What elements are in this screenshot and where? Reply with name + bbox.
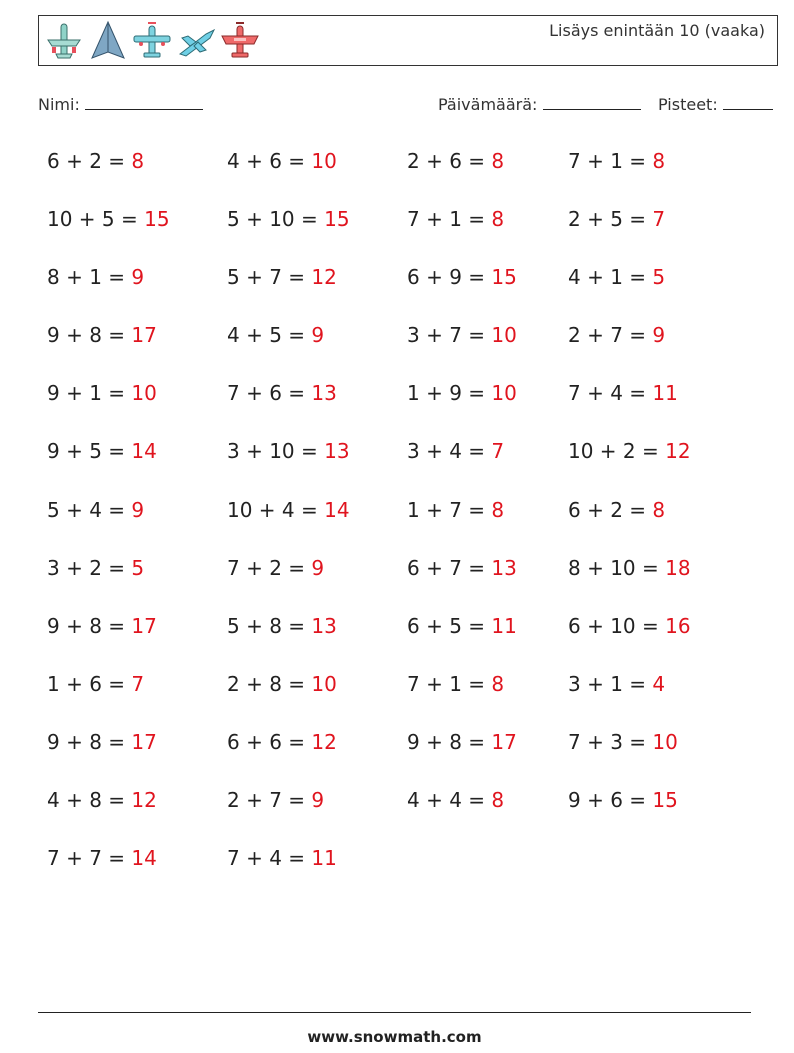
problem-cell	[227, 377, 407, 435]
problem-cell	[568, 319, 748, 377]
problem-answer: 13	[324, 439, 350, 464]
problem-question: 3 + 4 =	[407, 439, 492, 464]
problem-question: 2 + 7 =	[568, 323, 653, 348]
problem-answer: 11	[491, 613, 517, 638]
problem-cell	[407, 494, 568, 552]
problem-cell	[227, 784, 407, 842]
problem-answer: 5	[652, 265, 666, 290]
propeller-plane-icon	[132, 20, 172, 62]
problem-answer: 12	[311, 729, 337, 754]
problem-answer: 14	[324, 497, 350, 522]
red-propeller-plane-icon	[220, 20, 260, 62]
problem-question: 7 + 1 =	[568, 149, 653, 173]
name-label: Nimi:	[38, 95, 80, 114]
problem-cell	[407, 261, 568, 319]
problem-cell	[407, 377, 568, 435]
problem-answer: 11	[311, 846, 337, 871]
problem-cell	[47, 319, 227, 377]
problem-answer: 8	[491, 497, 505, 522]
problem-answer: 10	[311, 671, 337, 696]
problem-cell	[227, 610, 407, 668]
problem-question: 3 + 1 =	[568, 671, 653, 696]
problem-cell	[407, 552, 568, 610]
problem-question: 5 + 10 =	[227, 207, 325, 232]
problem-question: 7 + 7 =	[47, 846, 132, 871]
problem-answer: 9	[311, 788, 325, 813]
problem-question: 6 + 6 =	[227, 729, 312, 754]
problem-cell	[568, 377, 748, 435]
name-field	[38, 93, 203, 114]
problem-cell	[568, 784, 748, 842]
problem-cell	[47, 784, 227, 842]
problem-cell	[47, 552, 227, 610]
problem-cell	[568, 435, 748, 493]
problem-question: 3 + 2 =	[47, 555, 132, 580]
problem-answer: 4	[652, 671, 666, 696]
problem-answer: 13	[311, 613, 337, 638]
problem-cell	[227, 726, 407, 784]
problem-question: 5 + 7 =	[227, 265, 312, 290]
problem-answer: 14	[131, 846, 157, 871]
problem-question: 7 + 1 =	[407, 671, 492, 696]
problem-cell	[568, 668, 748, 726]
problem-cell	[568, 610, 748, 668]
problem-question: 10 + 4 =	[227, 497, 325, 522]
problem-question: 9 + 8 =	[47, 323, 132, 348]
problem-answer: 8	[491, 788, 505, 813]
problem-answer: 13	[311, 381, 337, 406]
problem-cell	[227, 435, 407, 493]
problem-answer: 7	[131, 671, 145, 696]
score-field	[658, 93, 773, 114]
problem-question: 2 + 8 =	[227, 671, 312, 696]
problem-answer: 16	[665, 613, 691, 638]
problem-cell	[47, 610, 227, 668]
problem-cell	[568, 494, 748, 552]
worksheet-header	[38, 15, 778, 66]
problem-cell	[407, 319, 568, 377]
problem-answer: 8	[652, 497, 666, 522]
problem-question: 8 + 10 =	[568, 555, 666, 580]
problem-question: 5 + 4 =	[47, 497, 132, 522]
problem-cell	[568, 203, 748, 261]
problem-answer: 18	[665, 555, 691, 580]
problem-answer: 17	[491, 729, 517, 754]
problem-answer: 9	[652, 323, 666, 348]
stealth-jet-icon	[88, 20, 128, 62]
problem-cell	[47, 494, 227, 552]
problem-question: 7 + 3 =	[568, 729, 653, 754]
problem-answer: 10	[652, 729, 678, 754]
problem-cell	[568, 726, 748, 784]
problem-question: 1 + 6 =	[47, 671, 132, 696]
problem-answer: 10	[131, 381, 157, 406]
problem-cell	[407, 668, 568, 726]
problem-answer: 8	[491, 671, 505, 696]
problem-question: 5 + 8 =	[227, 613, 312, 638]
problem-cell	[407, 726, 568, 784]
problem-cell	[227, 203, 407, 261]
problem-question: 4 + 4 =	[407, 788, 492, 813]
problem-answer: 15	[652, 788, 678, 813]
date-field	[438, 93, 641, 114]
problem-cell	[568, 552, 748, 610]
problem-answer: 10	[311, 149, 337, 173]
problem-answer: 10	[491, 323, 517, 348]
problem-cell	[227, 145, 407, 203]
problem-grid	[47, 145, 748, 900]
problem-question: 9 + 1 =	[47, 381, 132, 406]
problem-answer: 15	[324, 207, 350, 232]
problem-question: 2 + 6 =	[407, 149, 492, 173]
problem-answer: 8	[491, 149, 505, 173]
problem-answer: 11	[652, 381, 678, 406]
problem-answer: 8	[131, 149, 145, 173]
problem-cell	[407, 435, 568, 493]
footer-divider	[38, 1012, 751, 1013]
problem-question: 4 + 6 =	[227, 149, 312, 173]
problem-question: 3 + 7 =	[407, 323, 492, 348]
problem-answer: 9	[311, 323, 325, 348]
problem-cell	[407, 203, 568, 261]
footer-url: www.snowmath.com	[307, 1028, 482, 1046]
problem-question: 10 + 2 =	[568, 439, 666, 464]
problem-answer: 7	[491, 439, 505, 464]
problem-cell	[47, 668, 227, 726]
problem-question: 6 + 7 =	[407, 555, 492, 580]
problem-answer: 14	[131, 439, 157, 464]
problem-answer: 12	[311, 265, 337, 290]
problem-cell	[227, 261, 407, 319]
problem-cell	[47, 203, 227, 261]
problem-answer: 9	[131, 265, 145, 290]
problem-cell	[47, 261, 227, 319]
problem-question: 6 + 2 =	[568, 497, 653, 522]
glider-plane-icon	[176, 20, 216, 62]
problem-answer: 5	[131, 555, 145, 580]
problem-cell	[568, 145, 748, 203]
problem-cell	[227, 842, 407, 900]
problem-cell	[47, 842, 227, 900]
jet-plane-icon	[44, 20, 84, 62]
problem-cell	[227, 552, 407, 610]
problem-question: 4 + 8 =	[47, 788, 132, 813]
problem-answer: 12	[131, 788, 157, 813]
problem-question: 1 + 9 =	[407, 381, 492, 406]
problem-cell	[407, 784, 568, 842]
problem-cell	[227, 319, 407, 377]
problem-question: 2 + 5 =	[568, 207, 653, 232]
problem-question: 3 + 10 =	[227, 439, 325, 464]
name-blank[interactable]	[85, 93, 203, 110]
problem-question: 4 + 5 =	[227, 323, 312, 348]
problem-question: 6 + 2 =	[47, 149, 132, 173]
problem-answer: 17	[131, 323, 157, 348]
problem-answer: 10	[491, 381, 517, 406]
problem-question: 4 + 1 =	[568, 265, 653, 290]
problem-answer: 12	[665, 439, 691, 464]
problem-cell	[227, 494, 407, 552]
problem-answer: 7	[652, 207, 666, 232]
problem-cell	[227, 668, 407, 726]
date-blank[interactable]	[543, 93, 641, 110]
problem-question: 7 + 2 =	[227, 555, 312, 580]
problem-question: 6 + 10 =	[568, 613, 666, 638]
problem-question: 6 + 5 =	[407, 613, 492, 638]
problem-question: 8 + 1 =	[47, 265, 132, 290]
problem-question: 7 + 6 =	[227, 381, 312, 406]
problem-question: 9 + 6 =	[568, 788, 653, 813]
problem-answer: 9	[131, 497, 145, 522]
problem-answer: 13	[491, 555, 517, 580]
problem-question: 9 + 8 =	[47, 729, 132, 754]
problem-question: 7 + 4 =	[227, 846, 312, 871]
problem-answer: 17	[131, 729, 157, 754]
worksheet-title: Lisäys enintään 10 (vaaka)	[549, 21, 765, 40]
problem-cell	[47, 145, 227, 203]
problem-question: 9 + 5 =	[47, 439, 132, 464]
problem-question: 6 + 9 =	[407, 265, 492, 290]
icon-strip	[44, 20, 260, 62]
problem-cell	[47, 435, 227, 493]
problem-question: 7 + 4 =	[568, 381, 653, 406]
problem-question: 1 + 7 =	[407, 497, 492, 522]
problem-answer: 8	[491, 207, 505, 232]
problem-answer: 9	[311, 555, 325, 580]
problem-cell	[47, 726, 227, 784]
problem-question: 9 + 8 =	[47, 613, 132, 638]
problem-answer: 8	[652, 149, 666, 173]
problem-question: 2 + 7 =	[227, 788, 312, 813]
date-label: Päivämäärä:	[438, 95, 538, 114]
problem-cell	[407, 145, 568, 203]
problem-question: 9 + 8 =	[407, 729, 492, 754]
problem-question: 7 + 1 =	[407, 207, 492, 232]
problem-answer: 17	[131, 613, 157, 638]
problem-answer: 15	[144, 207, 170, 232]
score-blank[interactable]	[723, 93, 773, 110]
problem-question: 10 + 5 =	[47, 207, 145, 232]
score-label: Pisteet:	[658, 95, 718, 114]
problem-cell	[568, 261, 748, 319]
problem-cell	[407, 610, 568, 668]
problem-answer: 15	[491, 265, 517, 290]
problem-cell	[47, 377, 227, 435]
